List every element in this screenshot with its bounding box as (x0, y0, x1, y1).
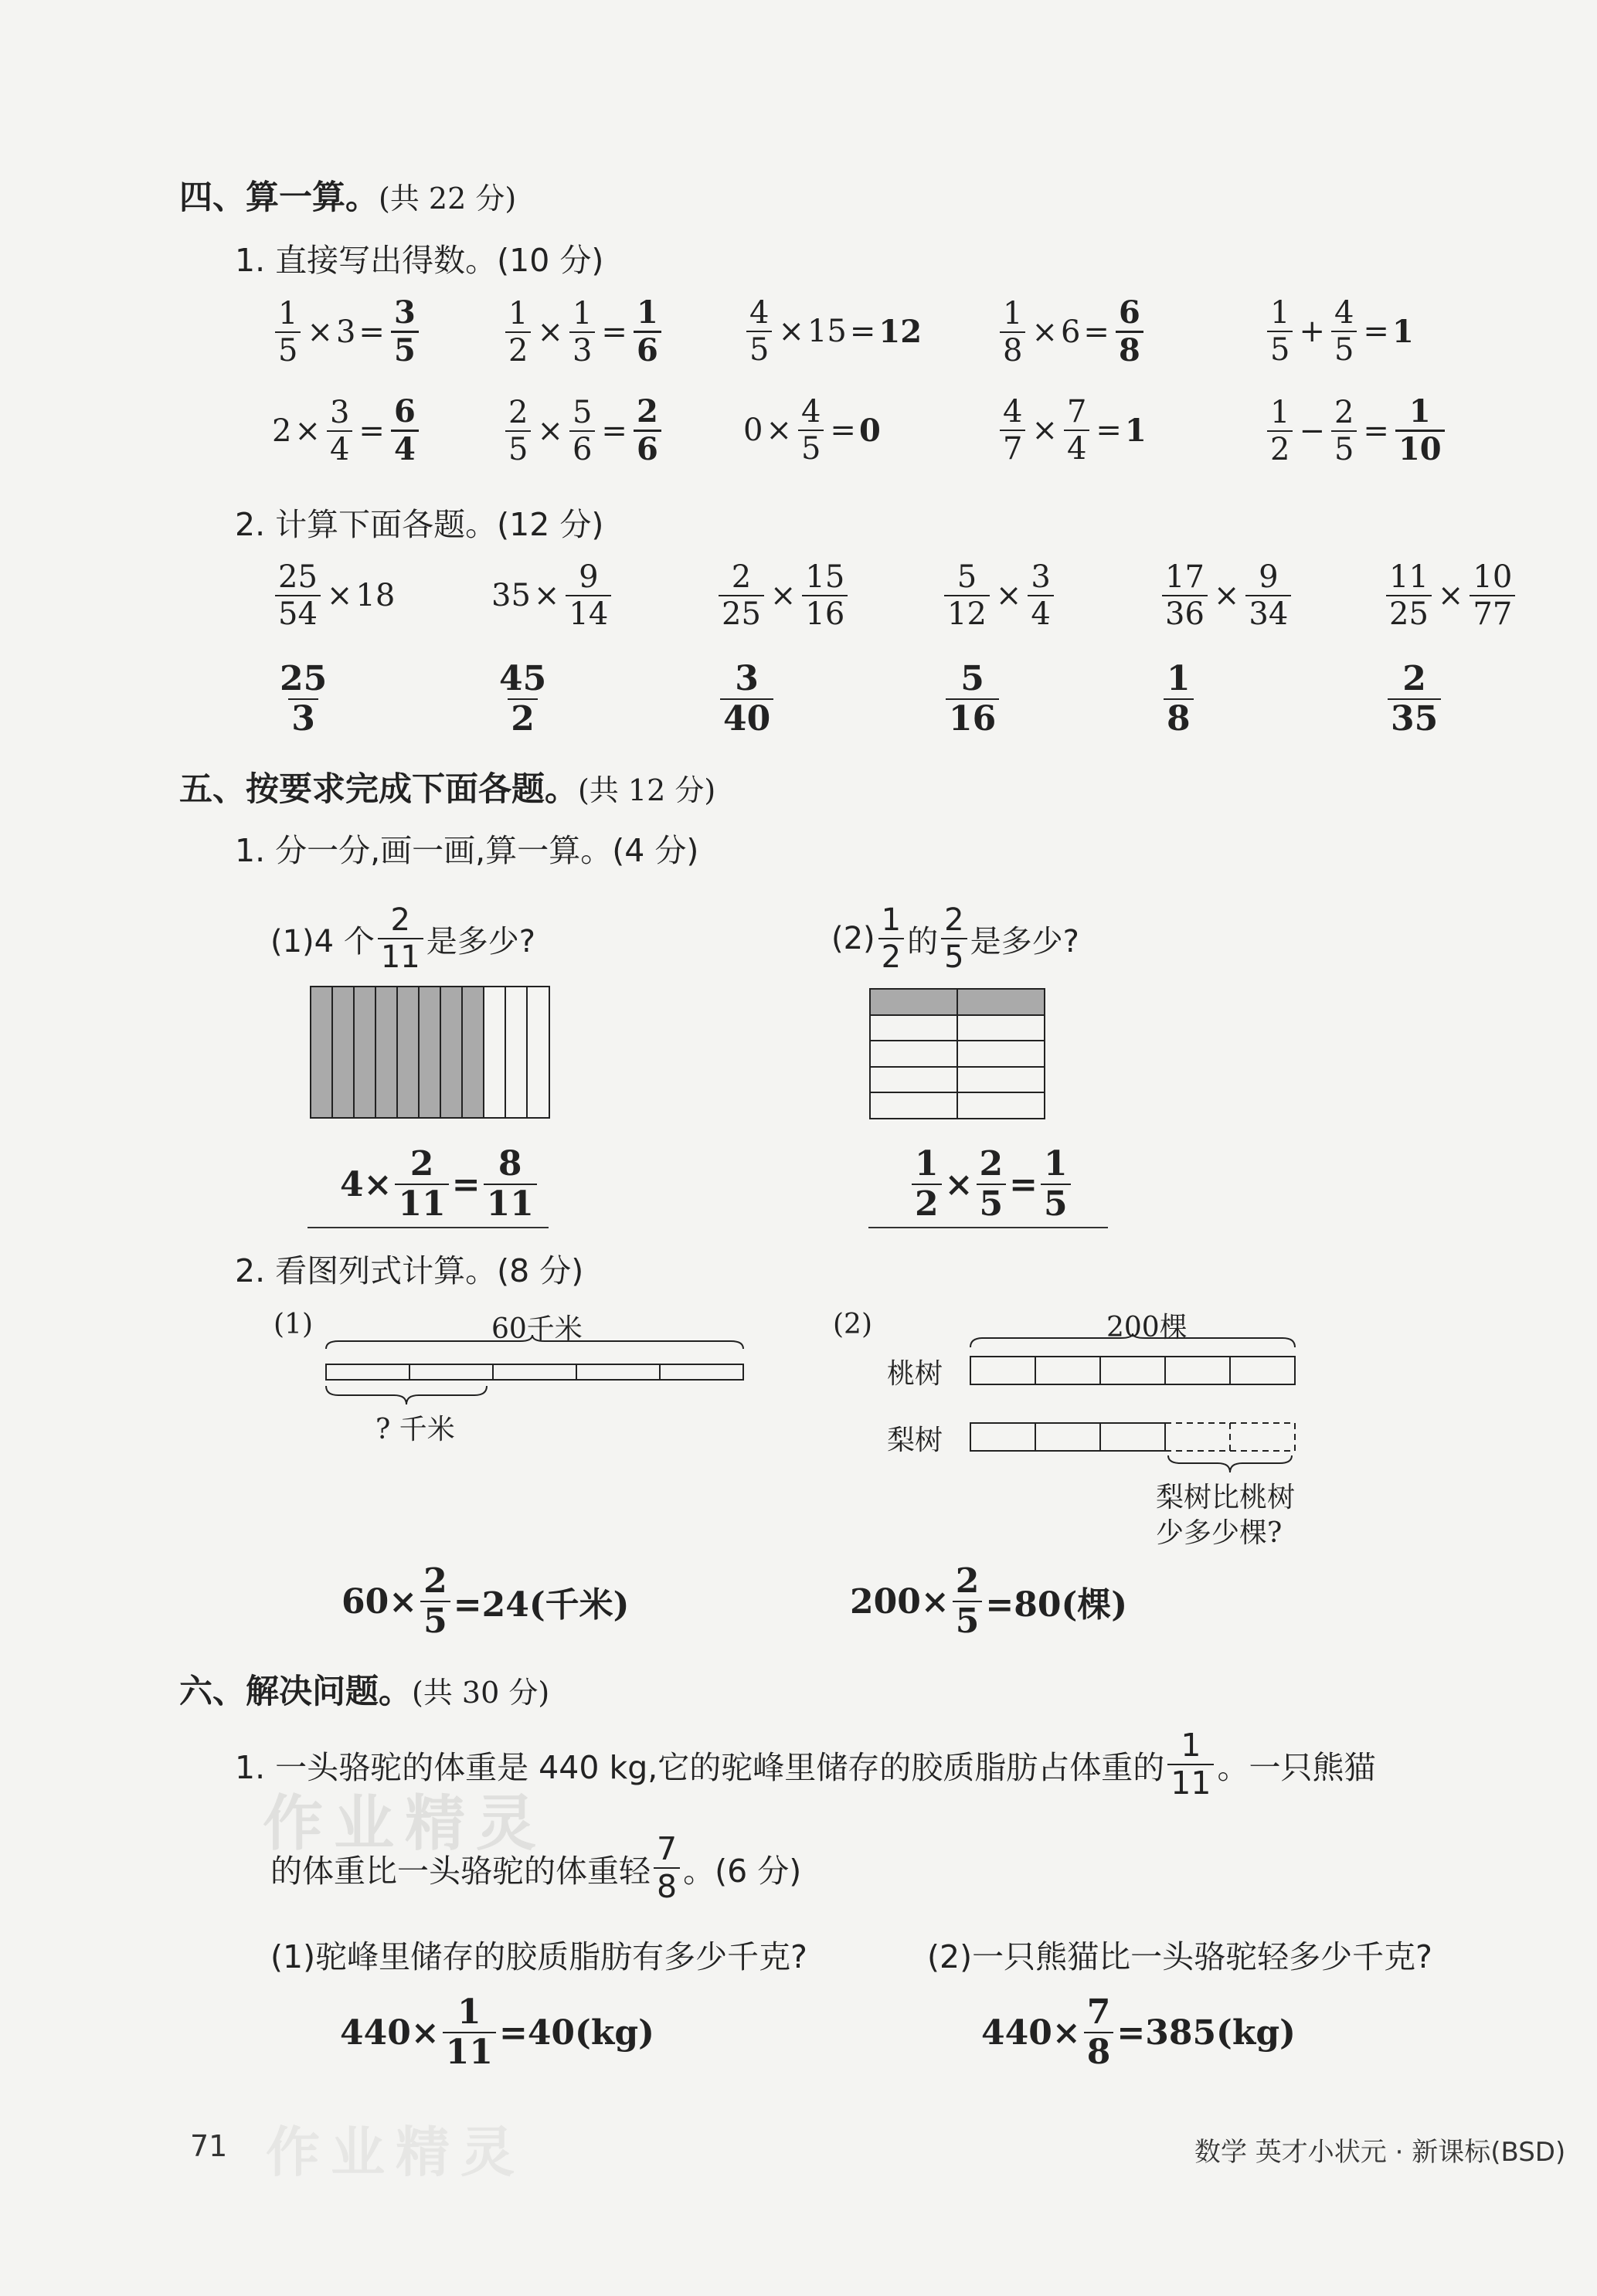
answer-fraction: $\frac{45}{2}$ (499, 659, 547, 739)
operand-fraction: $\frac{2}{25}$ (719, 561, 764, 630)
operand-fraction: $\frac{4}{7}$ (1000, 396, 1025, 465)
part2-answer: $\frac{1}{2}$ × $\frac{2}{5}$ = $\frac{1}{5}$ (909, 1146, 1074, 1222)
result-fraction: $\frac{6}{8}$ (1116, 297, 1143, 367)
section-5-q1-title: 1. 分一分,画一画,算一算。(4 分) (235, 832, 699, 869)
expression: $\frac{1}{5}$ × 3 = $\frac{3}{5}$ (272, 297, 422, 367)
expression: $\frac{2}{5}$ × $\frac{5}{6}$ = $\frac{2}{6}$ (502, 396, 664, 466)
result-fraction: $\frac{2}{6}$ (634, 396, 661, 466)
calc-answer (1160, 661, 1197, 737)
part2-question: (2) $\frac{1}{2}$ 的 $\frac{2}{5}$ 是多少? (831, 902, 1079, 975)
bar-model-eleven-parts (309, 985, 552, 1120)
diagram1-label: (1) (274, 1309, 313, 1340)
result (630, 294, 664, 369)
stamp-text: 作业精灵 (266, 2121, 525, 2184)
diagram2-pear-label: 梨树 (887, 1425, 943, 1456)
section-6-title: 六、解决问题。(共 30 分) (179, 1673, 550, 1711)
diagram2-label: (2) (833, 1309, 872, 1340)
part1-question: (1)4 个 $\frac{2}{11}$ 是多少? (270, 902, 535, 975)
result: 12 (878, 313, 923, 350)
grid-model-ten-parts (868, 987, 1048, 1123)
section-5-q2-title: 2. 看图列式计算。(8 分) (235, 1252, 584, 1289)
answer-fraction: $\frac{5}{16}$ (946, 661, 999, 737)
operand-fraction: $\frac{3}{4}$ (1028, 561, 1053, 630)
diagram2-note-line1: 梨树比桃树 (1156, 1482, 1296, 1513)
problem1-answer-1: 440× $\frac{1}{11}$ =40(kg) (340, 1992, 654, 2073)
diagram2-answer: 200× $\frac{2}{5}$ =80(棵) (850, 1561, 1128, 1642)
calc-answer (1385, 661, 1444, 737)
diagram1-segment-bar (323, 1335, 748, 1408)
book-title: 数学 英才小状元 · 新课标(BSD) (1194, 2137, 1566, 2168)
watermark-text: 作业精灵 (263, 1789, 548, 1859)
part2-answer-line (868, 1227, 1108, 1228)
operand-fraction: $\frac{10}{77}$ (1470, 561, 1515, 630)
operand-fraction: $\frac{1}{8}$ (1000, 297, 1025, 367)
expression: $\frac{17}{36}$ × $\frac{9}{34}$ (1159, 561, 1294, 630)
section-4-q2-title: 2. 计算下面各题。(12 分) (235, 506, 604, 543)
result-fraction: $\frac{3}{5}$ (391, 297, 419, 367)
result-fraction: $\frac{6}{4}$ (391, 396, 419, 466)
calc-answer (493, 661, 552, 737)
operand-fraction: $\frac{17}{36}$ (1162, 561, 1208, 630)
expression: $\frac{5}{12}$ × $\frac{3}{4}$ (941, 561, 1057, 630)
problem1-subquestion-2: (2)一只熊猫比一头骆驼轻多少千克? (927, 1938, 1432, 1975)
operand-fraction: $\frac{4}{5}$ (798, 396, 824, 465)
operand-fraction: $\frac{7}{4}$ (1064, 396, 1089, 465)
diagram1-total-label: 60千米 (491, 1313, 583, 1345)
expression: $\frac{25}{54}$ × 18 (272, 561, 395, 630)
operand-fraction: $\frac{2}{5}$ (1331, 396, 1357, 466)
expression: $\frac{11}{25}$ × $\frac{10}{77}$ (1383, 561, 1518, 630)
diagram1-unknown-label: ? 千米 (375, 1414, 455, 1445)
operand-fraction: $\frac{9}{14}$ (566, 561, 611, 630)
operand-fraction: $\frac{1}{3}$ (569, 297, 595, 367)
calc-answer (274, 661, 333, 737)
problem1-line1: 1. 一头骆驼的体重是 440 kg,它的驼峰里储存的胶质脂肪占体重的 $\frac{1}{11}$ 。一只熊猫 (235, 1727, 1376, 1802)
diagram2-note-line2: 少多少棵? (1156, 1517, 1283, 1549)
calc-answer (943, 661, 1002, 737)
answer-fraction: $\frac{3}{40}$ (720, 661, 773, 737)
result: 1 (1124, 412, 1147, 449)
diagram2-peach-label: 桃树 (887, 1358, 943, 1390)
problem1-answer-2: 440× $\frac{7}{8}$ =385(kg) (981, 1992, 1296, 2073)
expression: $\frac{1}{8}$ × 6 = $\frac{6}{8}$ (997, 297, 1147, 367)
section-5-title: 五、按要求完成下面各题。(共 12 分) (179, 770, 716, 809)
result (388, 393, 422, 467)
expression: $\frac{2}{25}$ × $\frac{15}{16}$ (715, 561, 851, 630)
answer-fraction: $\frac{25}{3}$ (280, 659, 328, 739)
operand-fraction: $\frac{1}{2}$ (505, 297, 531, 367)
page-number: 71 (190, 2129, 228, 2163)
operand-fraction: $\frac{4}{5}$ (746, 297, 772, 366)
operand-fraction: $\frac{2}{5}$ (505, 396, 531, 466)
operand-fraction: $\frac{1}{2}$ (1267, 396, 1293, 466)
result (1392, 393, 1448, 467)
operand-fraction: $\frac{1}{5}$ (1267, 297, 1293, 366)
answer-fraction: $\frac{1}{8}$ (1164, 661, 1194, 737)
result: 1 (1391, 313, 1414, 350)
operand-fraction: $\frac{25}{54}$ (275, 561, 321, 630)
part1-answer: 4× $\frac{2}{11}$ = $\frac{8}{11}$ (340, 1146, 540, 1222)
diagram1-answer: 60× $\frac{2}{5}$ =24(千米) (341, 1561, 630, 1642)
operand-fraction: $\frac{4}{5}$ (1331, 297, 1357, 366)
diagram2-segment-bars (967, 1333, 1307, 1476)
expression: 2 × $\frac{3}{4}$ = $\frac{6}{4}$ (272, 396, 422, 466)
operand-fraction: $\frac{3}{4}$ (327, 396, 352, 466)
expression: $\frac{1}{2}$ × $\frac{1}{3}$ = $\frac{1}{6}$ (502, 297, 664, 367)
operand-fraction: $\frac{9}{34}$ (1245, 561, 1291, 630)
operand-fraction: $\frac{15}{16}$ (802, 561, 848, 630)
diagram2-total-label: 200棵 (1106, 1312, 1188, 1343)
section-4-q1-title: 1. 直接写出得数。(10 分) (235, 242, 604, 279)
result-fraction: $\frac{1}{6}$ (634, 297, 661, 367)
expression: 0 × $\frac{4}{5}$ = 0 (743, 394, 881, 467)
section-4-title: 四、算一算。(共 22 分) (179, 178, 517, 217)
part1-answer-line (308, 1227, 549, 1228)
problem1-subquestion-1: (1)驼峰里储存的胶质脂肪有多少千克? (270, 1938, 807, 1975)
expression: $\frac{1}{5}$ + $\frac{4}{5}$ = 1 (1264, 297, 1414, 366)
operand-fraction: $\frac{5}{6}$ (569, 396, 595, 466)
expression: $\frac{4}{5}$ × 15 = 12 (743, 297, 922, 366)
result (1113, 294, 1147, 369)
result (388, 294, 422, 369)
calc-answer (717, 661, 776, 737)
operand-fraction: $\frac{11}{25}$ (1386, 561, 1432, 630)
answer-fraction: $\frac{2}{35}$ (1388, 661, 1441, 737)
expression: $\frac{1}{2}$ − $\frac{2}{5}$ = $\frac{1}{10}$ (1264, 396, 1448, 466)
expression: 35 × $\frac{9}{14}$ (491, 561, 614, 630)
result: 0 (858, 412, 881, 449)
result-fraction: $\frac{1}{10}$ (1395, 396, 1445, 466)
operand-fraction: $\frac{5}{12}$ (944, 561, 990, 630)
expression: $\frac{4}{7}$ × $\frac{7}{4}$ = 1 (997, 396, 1147, 465)
operand-fraction: $\frac{1}{5}$ (275, 297, 301, 367)
result (630, 393, 664, 467)
problem1-line2: 的体重比一头骆驼的体重轻 $\frac{7}{8}$ 。(6 分) (270, 1830, 802, 1906)
